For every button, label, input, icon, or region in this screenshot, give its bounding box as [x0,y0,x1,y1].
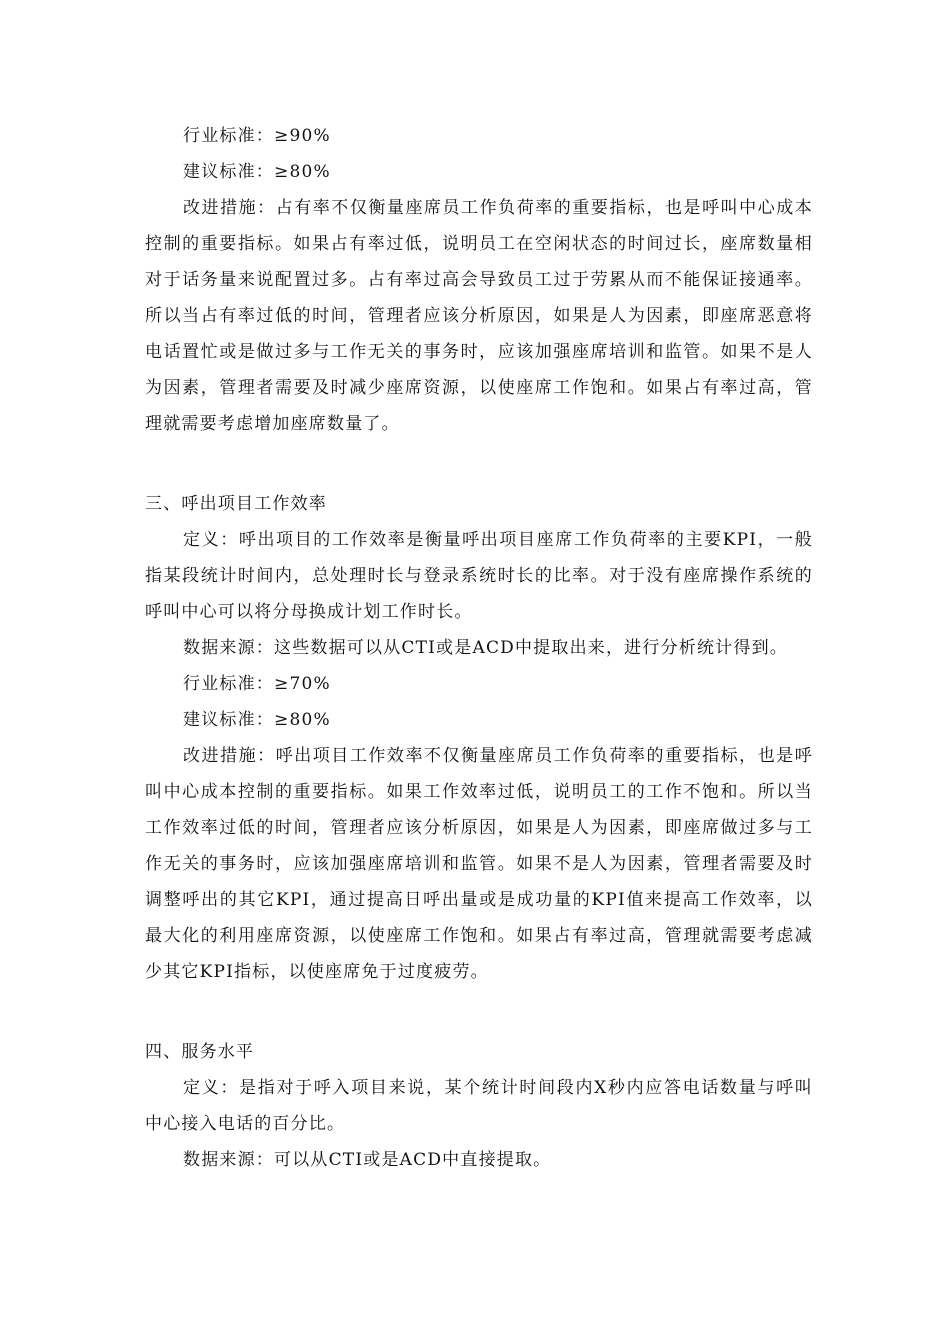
section-heading: 三、呼出项目工作效率 [145,494,327,514]
data-source-paragraph: 数据来源：这些数据可以从CTI或是ACD中提取出来，进行分析统计得到。 [183,638,788,658]
suggested-standard-line: 建议标准：≥80% [183,162,331,182]
improvement-paragraph: 改进措施：占有率不仅衡量座席员工作负荷率的重要指标，也是呼叫中心成本控制的重要指标。如果占有率过低，说明员工在空闲状态的时间过长，座席数量相对于话务量来说配置过多。占有率过高会导致员工过于劳累从而不能保证接通率。所以当占有率过低的时间，管理者应该分析原因，如果是人为因素，即座席恶意将电话置忙或是做过多与工作无关的事务时，应该加强座席培训和监管。如果不是人为因素，管理者需要及时减少座席资源，以使座席工作饱和。如果占有率过高，管理就需要考虑增加座席数量了。 [145,198,813,434]
data-source-paragraph: 数据来源：可以从CTI或是ACD中直接提取。 [183,1150,552,1170]
document-page [145,118,813,1178]
section-gap [145,442,813,486]
section-gap [145,990,813,1034]
improvement-paragraph: 改进措施：呼出项目工作效率不仅衡量座席员工作负荷率的重要指标，也是呼叫中心成本控制的重要指标。如果工作效率过低，说明员工的工作不饱和。所以当工作效率过低的时间，管理者应该分析原因，如果是人为因素，即座席做过多与工作无关的事务时，应该加强座席培训和监管。如果不是人为因素，管理者需要及时调整呼出的其它KPI，通过提高日呼出量或是成功量的KPI值来提高工作效率，以最大化的利用座席资源，以使座席工作饱和。如果占有率过高，管理就需要考虑减少其它KPI指标，以使座席免于过度疲劳。 [145,746,813,982]
definition-paragraph: 定义：是指对于呼入项目来说，某个统计时间段内X秒内应答电话数量与呼叫中心接入电话的百分比。 [145,1078,813,1134]
definition-paragraph: 定义：呼出项目的工作效率是衡量呼出项目座席工作负荷率的主要KPI，一般指某段统计时间内，总处理时长与登录系统时长的比率。对于没有座席操作系统的呼叫中心可以将分母换成计划工作时长。 [145,530,813,622]
industry-standard-line: 行业标准：≥70% [183,674,331,694]
section-heading: 四、服务水平 [145,1042,255,1062]
industry-standard-line: 行业标准：≥90% [183,126,331,146]
suggested-standard-line: 建议标准：≥80% [183,710,331,730]
